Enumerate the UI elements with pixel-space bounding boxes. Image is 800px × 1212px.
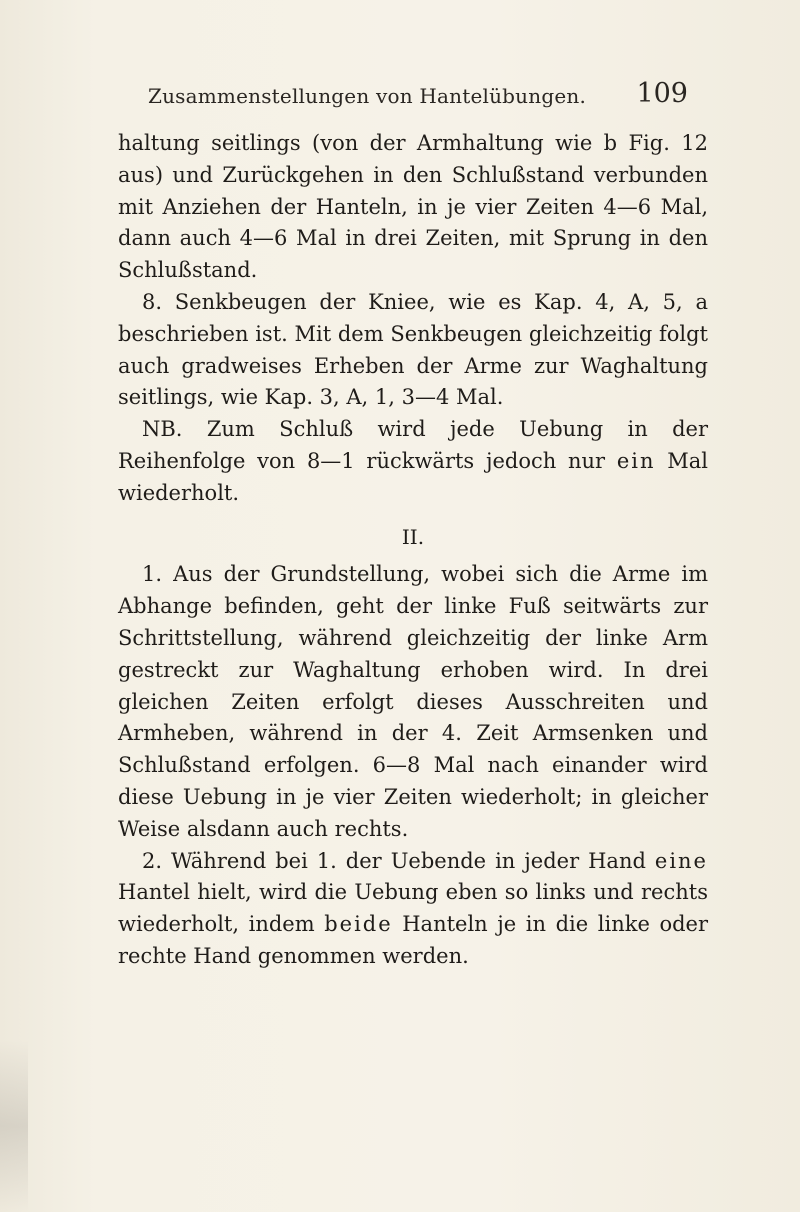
- running-head: [148, 78, 688, 112]
- page-body: [118, 128, 708, 973]
- exercise-2-part-a: 2. Während bei 1. der Uebende in jeder Hand: [142, 848, 655, 873]
- page-edge-shadow: [0, 1040, 28, 1212]
- page-number: 109: [636, 78, 688, 109]
- exercise-2-part-b: Hantel hielt, wird die Uebung eben so links und rechts wiederholt, indem: [118, 880, 708, 937]
- paragraph-exercise-1: 1. Aus der Grundstellung, wobei sich die Arme im Abhange befinden, geht der linke Fuß seitwärts zur Schrittstellung, während gleichzeitig der linke Arm gestreckt zur Waghaltung erhoben wird. In drei gleichen Zeiten erfolgt dieses Ausschreiten und Armheben, während in der 4. Zeit Armsenken und Schlußstand erfolgen. 6—8 Mal nach einander wird diese Uebung in je vier Zeiten wiederholt; in gleicher Weise alsdann auch rechts.: [118, 562, 708, 841]
- nb-note-emphasis: ein: [616, 448, 656, 473]
- nb-note-tail: Mal wiederholt.: [118, 448, 708, 505]
- paragraph-continuation: haltung seitlings (von der Armhaltung wie b Fig. 12 aus) und Zurückgehen in den Schlußstand verbunden mit Anziehen der Hanteln, in je vier Zeiten 4—6 Mal, dann auch 4—6 Mal in drei Zeiten, mit Sprung in den Schlußstand.: [118, 131, 708, 283]
- exercise-2-emphasis-eine: eine: [654, 848, 708, 873]
- section-heading: II.: [401, 524, 425, 549]
- nb-note-lead: NB. Zum Schluß wird jede Uebung in der Reihenfolge von 8—1 rückwärts jedoch nur: [118, 417, 708, 473]
- paragraph-exercise-2: [118, 846, 708, 973]
- exercise-2-emphasis-beide: beide: [324, 912, 393, 937]
- paragraph-nb-note: [118, 414, 708, 509]
- exercise-2-part-c: Hanteln je in die linke oder rechte Hand genommen werden.: [118, 912, 708, 968]
- paragraph-exercise-8: 8. Senkbeugen der Kniee, wie es Kap. 4, A, 5, a beschrieben ist. Mit dem Senkbeugen gleichzeitig folgt auch gradweises Erheben der Arme zur Waghaltung seitlings, wie Kap. 3, A, 1, 3—4 Mal.: [118, 289, 708, 410]
- running-head-title: Zusammenstellungen von Hantelübungen.: [148, 84, 586, 108]
